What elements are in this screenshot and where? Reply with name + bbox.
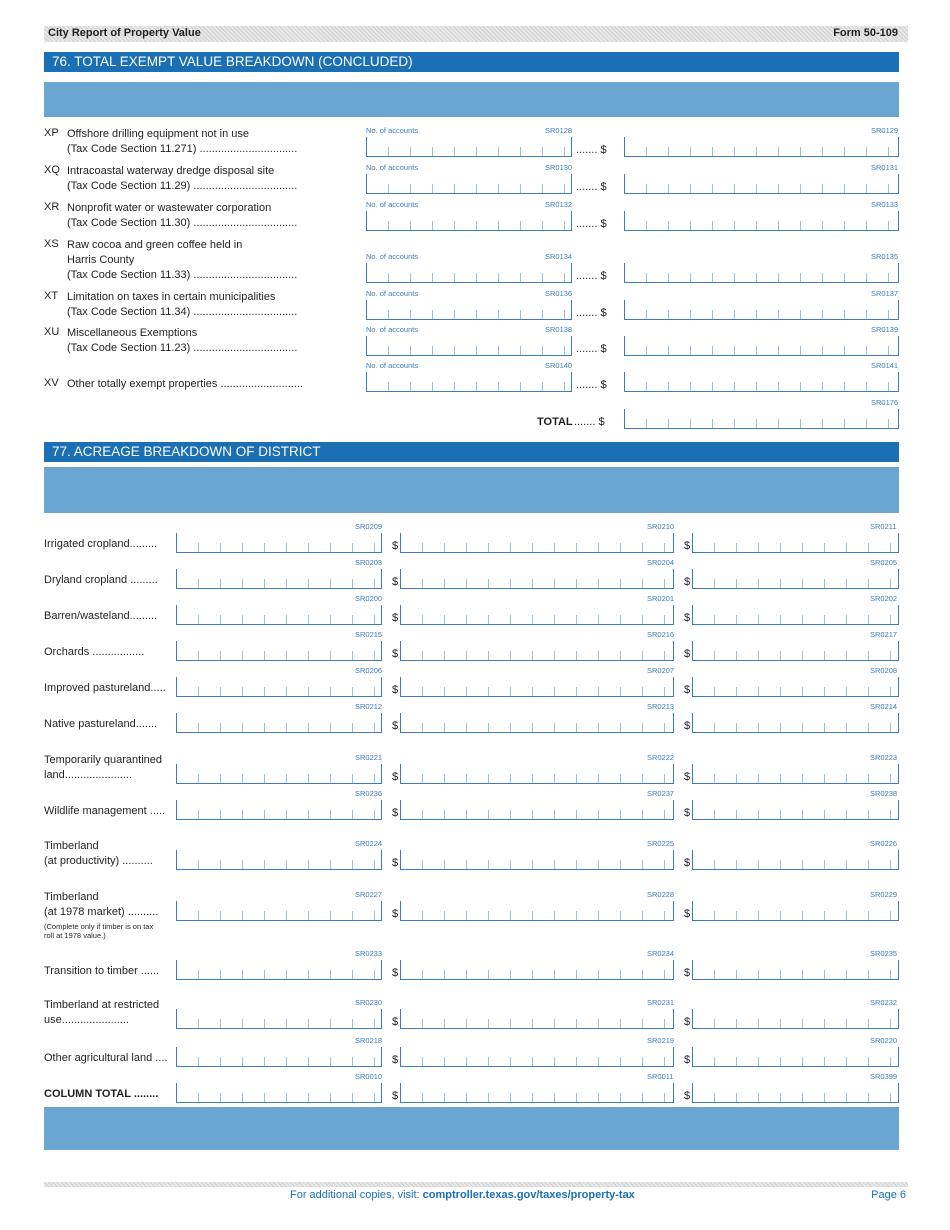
acreage-row bbox=[44, 664, 904, 698]
value-leader: ....... $ bbox=[576, 218, 607, 230]
footer-visit-prefix: For additional copies, visit: bbox=[290, 1189, 423, 1201]
exempt-value-field[interactable] bbox=[624, 372, 899, 392]
acreage-label bbox=[44, 537, 176, 552]
acreage-row bbox=[44, 837, 904, 871]
productivity-value-field[interactable] bbox=[692, 641, 899, 661]
acreage-field-code: SR0226 bbox=[870, 839, 898, 848]
acreage-label-line: Dryland cropland ......... bbox=[44, 574, 158, 586]
value-leader: ....... $ bbox=[576, 144, 607, 156]
accounts-caption: No. of accounts bbox=[366, 200, 419, 209]
acreage-label-line: Native pastureland....... bbox=[44, 718, 158, 730]
acreage-field-code: SR0228 bbox=[647, 890, 675, 899]
acres-field[interactable] bbox=[176, 764, 382, 784]
exempt-value-field[interactable] bbox=[624, 211, 899, 231]
productivity-value-field[interactable] bbox=[692, 677, 899, 697]
exemption-row-xp bbox=[44, 124, 904, 161]
value-field-code: SR0141 bbox=[871, 361, 899, 370]
exemption-description-line: (Tax Code Section 11.33) .................................. bbox=[67, 269, 298, 281]
acreage-row bbox=[44, 1070, 904, 1104]
dollar-sign: $ bbox=[392, 720, 399, 732]
acreage-field-code: SR0230 bbox=[355, 998, 383, 1007]
accounts-field-code: SR0134 bbox=[545, 252, 573, 261]
market-value-field[interactable] bbox=[400, 713, 674, 733]
value-leader: ....... $ bbox=[576, 307, 607, 319]
acreage-row bbox=[44, 888, 904, 940]
footer-url-link[interactable]: comptroller.texas.gov/taxes/property-tax bbox=[422, 1189, 635, 1201]
acreage-field-code: SR0235 bbox=[870, 949, 898, 958]
accounts-count-field[interactable] bbox=[366, 137, 572, 157]
dollar-sign: $ bbox=[392, 1090, 399, 1102]
exemption-description bbox=[67, 201, 359, 231]
productivity-value-field[interactable] bbox=[692, 713, 899, 733]
acreage-label-line: Temporarily quarantined bbox=[44, 754, 163, 766]
acreage-label-line: Timberland bbox=[44, 840, 99, 852]
acreage-label bbox=[44, 645, 176, 660]
acreage-field-code: SR0210 bbox=[647, 522, 675, 531]
exemption-row-xs bbox=[44, 238, 904, 287]
market-value-field[interactable] bbox=[400, 764, 674, 784]
acreage-label-line: Transition to timber ...... bbox=[44, 965, 160, 977]
exemption-description bbox=[67, 377, 359, 392]
accounts-field-code: SR0140 bbox=[545, 361, 573, 370]
acreage-row bbox=[44, 520, 904, 554]
value-leader: ....... $ bbox=[576, 379, 607, 391]
value-leader: ....... $ bbox=[576, 181, 607, 193]
acreage-field-code: SR0211 bbox=[870, 522, 897, 531]
dollar-sign: $ bbox=[684, 720, 691, 732]
dollar-sign: $ bbox=[684, 684, 691, 696]
productivity-value-field[interactable] bbox=[692, 764, 899, 784]
exemption-description-line: Intracoastal waterway dredge disposal site bbox=[67, 165, 275, 177]
exemption-row-xu bbox=[44, 323, 904, 360]
acreage-field-code: SR0207 bbox=[647, 666, 675, 675]
acreage-label-line: (at productivity) .......... bbox=[44, 855, 153, 867]
total-label: TOTAL bbox=[537, 416, 573, 428]
dollar-sign: $ bbox=[684, 1054, 691, 1066]
acreage-row bbox=[44, 996, 904, 1030]
acreage-field-code: SR0217 bbox=[870, 630, 898, 639]
acreage-field-code: SR0212 bbox=[355, 702, 383, 711]
accounts-caption: No. of accounts bbox=[366, 126, 419, 135]
value-field-code: SR0137 bbox=[871, 289, 899, 298]
acres-field[interactable] bbox=[176, 960, 382, 980]
acreage-field-code: SR0229 bbox=[870, 890, 898, 899]
dollar-sign: $ bbox=[392, 684, 399, 696]
acreage-field-code: SR0222 bbox=[647, 753, 675, 762]
exemption-description-line: Harris County bbox=[67, 254, 135, 266]
section-77-heading: 77. ACREAGE BREAKDOWN OF DISTRICT bbox=[44, 442, 899, 462]
acreage-field-code: SR0227 bbox=[355, 890, 383, 899]
acreage-label-line: Irrigated cropland......... bbox=[44, 538, 158, 550]
accounts-field-code: SR0138 bbox=[545, 325, 573, 334]
acreage-field-code: SR0201 bbox=[647, 594, 675, 603]
value-field-code: SR0135 bbox=[871, 252, 899, 261]
acreage-field-code: SR0209 bbox=[355, 522, 383, 531]
dollar-sign: $ bbox=[392, 1054, 399, 1066]
productivity-value-field[interactable] bbox=[692, 533, 899, 553]
acreage-field-code: SR0203 bbox=[355, 558, 383, 567]
acreage-field-code: SR0214 bbox=[870, 702, 898, 711]
exemption-code: XR bbox=[44, 201, 60, 213]
dollar-sign: $ bbox=[392, 1016, 399, 1028]
dollar-sign: $ bbox=[684, 807, 691, 819]
market-value-field[interactable] bbox=[400, 641, 674, 661]
accounts-field-code: SR0130 bbox=[545, 163, 573, 172]
market-value-field[interactable] bbox=[400, 677, 674, 697]
exemption-code: XP bbox=[44, 127, 59, 139]
acres-field[interactable] bbox=[176, 1009, 382, 1029]
acreage-field-code: SR0218 bbox=[355, 1036, 383, 1045]
dollar-sign: $ bbox=[392, 807, 399, 819]
total-value-field[interactable] bbox=[624, 409, 899, 429]
dollar-sign: $ bbox=[684, 771, 691, 783]
productivity-value-field[interactable] bbox=[692, 901, 899, 921]
dollar-sign: $ bbox=[684, 967, 691, 979]
exemption-description-line: Limitation on taxes in certain municipalities bbox=[67, 291, 276, 303]
exemption-row-xr bbox=[44, 198, 904, 235]
acreage-label bbox=[44, 609, 176, 624]
acreage-label bbox=[44, 890, 176, 920]
acreage-label-line: Orchards ................. bbox=[44, 646, 145, 658]
exemption-code: XV bbox=[44, 377, 59, 389]
market-value-field[interactable] bbox=[400, 850, 674, 870]
exemption-description-line: (Tax Code Section 11.271) ................................ bbox=[67, 143, 298, 155]
exemption-row-xt bbox=[44, 287, 904, 324]
acreage-field-code: SR0233 bbox=[355, 949, 383, 958]
productivity-value-field[interactable] bbox=[692, 605, 899, 625]
acreage-field-code: SR0216 bbox=[647, 630, 675, 639]
accounts-field-code: SR0136 bbox=[545, 289, 573, 298]
form-number: Form 50-109 bbox=[833, 27, 898, 39]
footer-visit-text bbox=[290, 1189, 635, 1201]
acreage-label-line: Barren/wasteland......... bbox=[44, 610, 158, 622]
footer-divider bbox=[44, 1182, 908, 1187]
productivity-value-field[interactable] bbox=[692, 1009, 899, 1029]
acreage-label bbox=[44, 804, 176, 819]
dollar-sign: $ bbox=[392, 857, 399, 869]
dollar-sign: $ bbox=[392, 648, 399, 660]
exemption-description-line: (Tax Code Section 11.23) .................................. bbox=[67, 342, 298, 354]
exemption-description-line: (Tax Code Section 11.30) .................................. bbox=[67, 217, 298, 229]
exemption-row-xq bbox=[44, 161, 904, 198]
accounts-field-code: SR0132 bbox=[545, 200, 573, 209]
accounts-caption: No. of accounts bbox=[366, 289, 419, 298]
acreage-field-code: SR0220 bbox=[870, 1036, 898, 1045]
dollar-sign: $ bbox=[392, 576, 399, 588]
value-leader: ....... $ bbox=[576, 270, 607, 282]
acreage-field-code: SR0225 bbox=[647, 839, 675, 848]
acreage-row bbox=[44, 592, 904, 626]
acreage-field-code: SR0208 bbox=[870, 666, 898, 675]
acres-field[interactable] bbox=[176, 677, 382, 697]
acres-field[interactable] bbox=[176, 641, 382, 661]
acres-field[interactable] bbox=[176, 605, 382, 625]
accounts-count-field[interactable] bbox=[366, 336, 572, 356]
exempt-value-field[interactable] bbox=[624, 300, 899, 320]
acreage-field-code: SR0224 bbox=[355, 839, 383, 848]
dollar-sign: $ bbox=[684, 612, 691, 624]
exemption-code: XT bbox=[44, 290, 59, 302]
accounts-field-code: SR0128 bbox=[545, 126, 573, 135]
accounts-count-field[interactable] bbox=[366, 263, 572, 283]
exempt-value-field[interactable] bbox=[624, 263, 899, 283]
acreage-field-code: SR0200 bbox=[355, 594, 383, 603]
value-field-code: SR0131 bbox=[871, 163, 899, 172]
acreage-note: (Complete only if timber is on tax roll at 1978 value.) bbox=[44, 922, 154, 940]
dollar-sign: $ bbox=[684, 540, 691, 552]
productivity-value-field[interactable] bbox=[692, 569, 899, 589]
acreage-row bbox=[44, 751, 904, 785]
dollar-sign: $ bbox=[392, 908, 399, 920]
productivity-value-field[interactable] bbox=[692, 960, 899, 980]
acreage-field-code: SR0232 bbox=[870, 998, 898, 1007]
acreage-label bbox=[44, 964, 176, 979]
acreage-field-code: SR0221 bbox=[355, 753, 383, 762]
exemption-code: XQ bbox=[44, 164, 60, 176]
market-value-field[interactable] bbox=[400, 1083, 674, 1103]
section-76-band bbox=[44, 82, 899, 117]
acreage-field-code: SR0236 bbox=[355, 789, 383, 798]
acreage-field-code: SR0011 bbox=[647, 1072, 674, 1081]
acreage-row bbox=[44, 1034, 904, 1068]
acreage-field-code: SR0010 bbox=[355, 1072, 383, 1081]
value-field-code: SR0133 bbox=[871, 200, 899, 209]
acreage-field-code: SR0213 bbox=[647, 702, 675, 711]
acreage-label-line: use...................... bbox=[44, 1014, 129, 1026]
acres-field[interactable] bbox=[176, 569, 382, 589]
acreage-row bbox=[44, 556, 904, 590]
acreage-label bbox=[44, 717, 176, 732]
exemption-description-line: (Tax Code Section 11.29) .................................. bbox=[67, 180, 298, 192]
accounts-count-field[interactable] bbox=[366, 300, 572, 320]
acreage-row bbox=[44, 947, 904, 981]
value-field-code: SR0129 bbox=[871, 126, 899, 135]
acres-field[interactable] bbox=[176, 713, 382, 733]
exemption-description-line: Offshore drilling equipment not in use bbox=[67, 128, 250, 140]
accounts-caption: No. of accounts bbox=[366, 163, 419, 172]
acres-field[interactable] bbox=[176, 533, 382, 553]
acreage-label bbox=[44, 998, 176, 1028]
acreage-field-code: SR0399 bbox=[870, 1072, 898, 1081]
acreage-label-line: land...................... bbox=[44, 769, 133, 781]
dollar-sign: $ bbox=[684, 576, 691, 588]
exemption-description bbox=[67, 326, 359, 356]
dollar-sign: $ bbox=[684, 1090, 691, 1102]
dollar-sign: $ bbox=[684, 648, 691, 660]
exempt-value-field[interactable] bbox=[624, 336, 899, 356]
acreage-label bbox=[44, 1087, 176, 1102]
acreage-field-code: SR0238 bbox=[870, 789, 898, 798]
page-header-bar bbox=[44, 26, 908, 42]
productivity-value-field[interactable] bbox=[692, 1083, 899, 1103]
form-title: City Report of Property Value bbox=[48, 27, 201, 39]
acres-field[interactable] bbox=[176, 1083, 382, 1103]
dollar-sign: $ bbox=[392, 612, 399, 624]
acreage-field-code: SR0202 bbox=[870, 594, 898, 603]
exemption-code: XS bbox=[44, 238, 59, 250]
dollar-sign: $ bbox=[392, 967, 399, 979]
acreage-field-code: SR0206 bbox=[355, 666, 383, 675]
acres-field[interactable] bbox=[176, 901, 382, 921]
exemption-row-xv bbox=[44, 359, 904, 396]
exemption-description-line: Miscellaneous Exemptions bbox=[67, 327, 198, 339]
dollar-sign: $ bbox=[684, 1016, 691, 1028]
exemption-description-line: (Tax Code Section 11.34) .................................. bbox=[67, 306, 298, 318]
acreage-field-code: SR0234 bbox=[647, 949, 675, 958]
acreage-label-line: Timberland at restricted bbox=[44, 999, 160, 1011]
acreage-label-line: Improved pastureland..... bbox=[44, 682, 166, 694]
exemption-description-line: Other totally exempt properties ........................... bbox=[67, 378, 303, 390]
acreage-field-code: SR0237 bbox=[647, 789, 675, 798]
market-value-field[interactable] bbox=[400, 533, 674, 553]
acres-field[interactable] bbox=[176, 850, 382, 870]
section-77-band bbox=[44, 467, 899, 513]
acreage-label-line: (at 1978 market) .......... bbox=[44, 906, 159, 918]
exemption-description bbox=[67, 127, 359, 157]
exemption-description bbox=[67, 238, 359, 283]
acreage-label-line: COLUMN TOTAL ........ bbox=[44, 1088, 159, 1100]
acreage-label bbox=[44, 753, 176, 783]
dollar-sign: $ bbox=[392, 771, 399, 783]
acreage-field-code: SR0205 bbox=[870, 558, 898, 567]
acreage-row bbox=[44, 700, 904, 734]
market-value-field[interactable] bbox=[400, 960, 674, 980]
exemption-description-line: Nonprofit water or wastewater corporation bbox=[67, 202, 272, 214]
page-number: Page 6 bbox=[871, 1189, 906, 1201]
exemption-description-line: Raw cocoa and green coffee held in bbox=[67, 239, 243, 251]
acreage-label bbox=[44, 573, 176, 588]
acreage-field-code: SR0219 bbox=[647, 1036, 675, 1045]
acreage-label-line: Wildlife management ..... bbox=[44, 805, 166, 817]
value-leader: ....... $ bbox=[576, 343, 607, 355]
accounts-count-field[interactable] bbox=[366, 211, 572, 231]
acreage-field-code: SR0231 bbox=[647, 998, 675, 1007]
acreage-row bbox=[44, 628, 904, 662]
productivity-value-field[interactable] bbox=[692, 850, 899, 870]
acreage-field-code: SR0215 bbox=[355, 630, 383, 639]
accounts-caption: No. of accounts bbox=[366, 325, 419, 334]
acreage-label-line: Timberland bbox=[44, 891, 99, 903]
acreage-label bbox=[44, 681, 176, 696]
acreage-label bbox=[44, 1051, 176, 1066]
dollar-sign: $ bbox=[684, 908, 691, 920]
exempt-value-field[interactable] bbox=[624, 137, 899, 157]
market-value-field[interactable] bbox=[400, 569, 674, 589]
market-value-field[interactable] bbox=[400, 901, 674, 921]
market-value-field[interactable] bbox=[400, 605, 674, 625]
acreage-field-code: SR0223 bbox=[870, 753, 898, 762]
exemption-description bbox=[67, 290, 359, 320]
dollar-sign: $ bbox=[392, 540, 399, 552]
exemption-description bbox=[67, 164, 359, 194]
accounts-count-field[interactable] bbox=[366, 174, 572, 194]
exemption-code: XU bbox=[44, 326, 60, 338]
section-76-heading: 76. TOTAL EXEMPT VALUE BREAKDOWN (CONCLUDED) bbox=[44, 52, 899, 72]
accounts-caption: No. of accounts bbox=[366, 361, 419, 370]
acres-field[interactable] bbox=[176, 1047, 382, 1067]
section-77-bottom-band bbox=[44, 1107, 899, 1150]
acreage-field-code: SR0204 bbox=[647, 558, 675, 567]
market-value-field[interactable] bbox=[400, 1047, 674, 1067]
accounts-caption: No. of accounts bbox=[366, 252, 419, 261]
productivity-value-field[interactable] bbox=[692, 1047, 899, 1067]
acreage-label-line: Other agricultural land .... bbox=[44, 1052, 168, 1064]
dollar-sign: $ bbox=[684, 857, 691, 869]
value-field-code: SR0139 bbox=[871, 325, 899, 334]
market-value-field[interactable] bbox=[400, 800, 674, 820]
acreage-row bbox=[44, 787, 904, 821]
total-field-code: SR0176 bbox=[871, 398, 899, 407]
exempt-value-field[interactable] bbox=[624, 174, 899, 194]
total-leader: ....... $ bbox=[574, 416, 605, 428]
productivity-value-field[interactable] bbox=[692, 800, 899, 820]
accounts-count-field[interactable] bbox=[366, 372, 572, 392]
market-value-field[interactable] bbox=[400, 1009, 674, 1029]
acreage-label bbox=[44, 839, 176, 869]
acres-field[interactable] bbox=[176, 800, 382, 820]
